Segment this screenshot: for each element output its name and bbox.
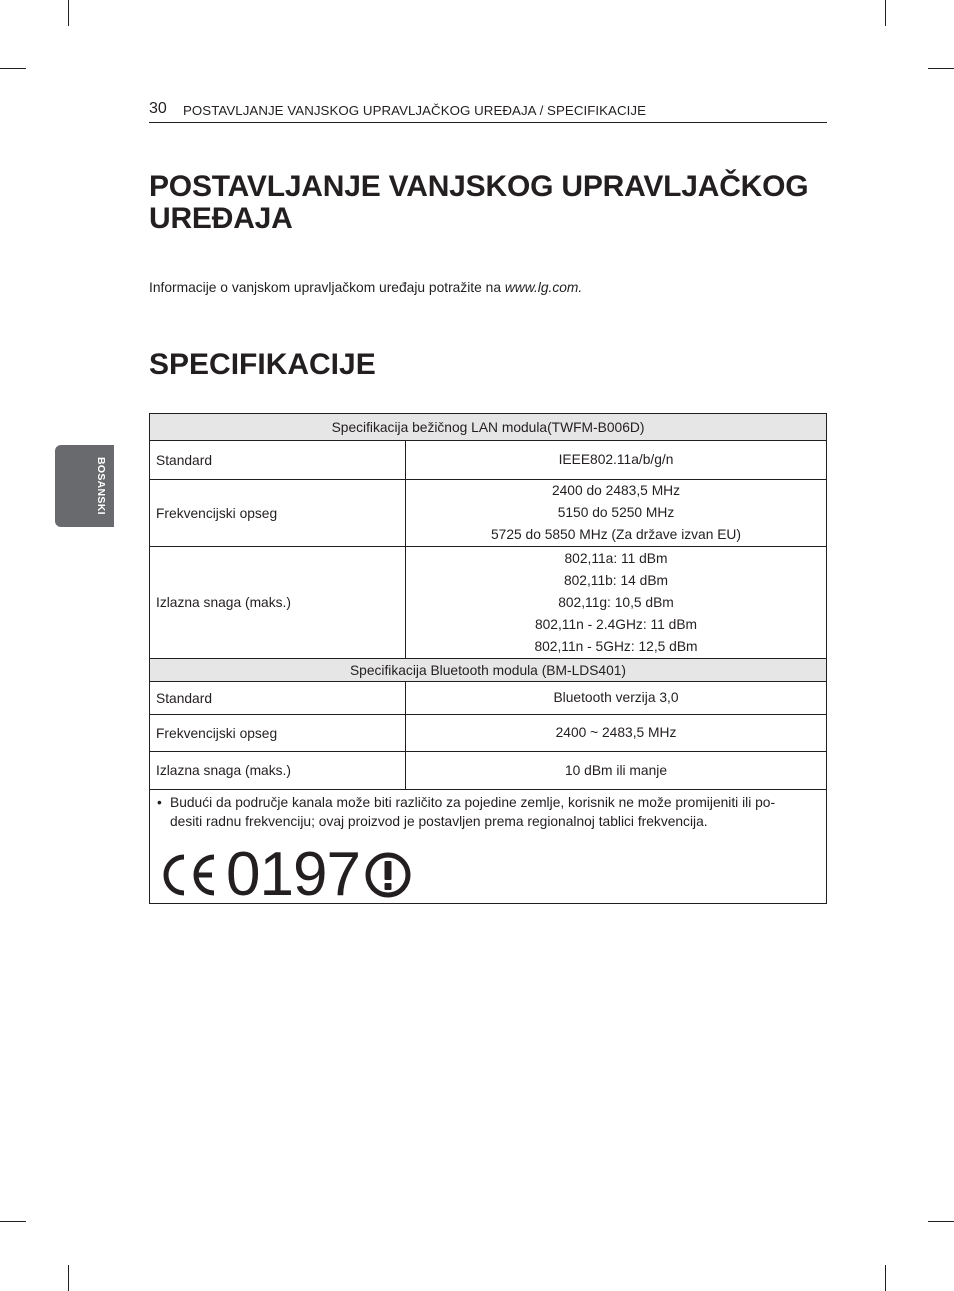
table-row [150, 547, 827, 659]
value-line: 802,11b: 14 dBm [563, 572, 669, 588]
row-value [406, 441, 827, 480]
row-label: Standard [150, 682, 406, 715]
value-line: IEEE802.11a/b/g/n [558, 452, 674, 467]
note-row [150, 790, 827, 904]
notified-body-number: 0197 [226, 840, 360, 909]
intro-paragraph [149, 280, 582, 295]
table-row [150, 441, 827, 480]
value-line: 802,11g: 10,5 dBm [558, 594, 674, 610]
row-label: Izlazna snaga (maks.) [150, 752, 406, 790]
value-line: 802,11n - 5GHz: 12,5 dBm [534, 638, 698, 654]
value-line: 802,11a: 11 dBm [564, 550, 668, 566]
note [150, 790, 826, 831]
row-value [406, 682, 827, 715]
page-header [149, 100, 827, 123]
table-section-header [150, 659, 827, 682]
crop-mark [0, 1221, 26, 1222]
row-label: Standard [150, 441, 406, 480]
section-title-external-control: POSTAVLJANJE VANJSKOG UPRAVLJAČKOG UREĐAJA [149, 170, 809, 235]
row-value [406, 752, 827, 790]
crop-mark [68, 0, 69, 26]
alert-circle-icon [364, 851, 412, 899]
section-title-specifications: SPECIFIKACIJE [149, 348, 376, 381]
value-line: 2400 do 2483,5 MHz [551, 483, 681, 498]
website-link[interactable]: www.lg.com. [504, 280, 583, 295]
crop-mark [928, 68, 954, 69]
language-tab-label: BOSANSKI [95, 457, 107, 515]
table-row [150, 715, 827, 752]
running-title: POSTAVLJANJE VANJSKOG UPRAVLJAČKOG UREĐAJA / SPECIFIKACIJE [183, 103, 646, 118]
row-value [406, 547, 827, 659]
table-row [150, 752, 827, 790]
page-number: 30 [149, 100, 167, 117]
value-line: 5150 do 5250 MHz [557, 505, 675, 520]
row-label: Izlazna snaga (maks.) [150, 547, 406, 659]
bluetooth-heading: Specifikacija Bluetooth modula (BM-LDS401) [150, 659, 827, 682]
crop-mark [68, 1265, 69, 1291]
specifications-table [149, 413, 827, 909]
table-row [150, 480, 827, 547]
value-line: 10 dBm ili manje [565, 762, 667, 778]
crop-mark [885, 1265, 886, 1291]
wlan-heading: Specifikacija bežičnog LAN modula(TWFM-B006D) [150, 414, 827, 441]
table-section-header [150, 414, 827, 441]
row-label: Frekvencijski opseg [150, 715, 406, 752]
value-line: 2400 ~ 2483,5 MHz [555, 725, 677, 740]
ce-mark-icon [158, 851, 220, 899]
crop-mark [0, 68, 26, 69]
crop-mark [885, 0, 886, 26]
value-line: 802,11n - 2.4GHz: 11 dBm [534, 616, 698, 632]
value-line: Bluetooth verzija 3,0 [553, 690, 679, 705]
table-row [150, 682, 827, 715]
row-label: Frekvencijski opseg [150, 480, 406, 547]
compliance-marks [158, 840, 826, 909]
value-line: 5725 do 5850 MHz (Za države izvan EU) [491, 527, 741, 542]
bullet: • [157, 795, 162, 810]
note-cell [150, 790, 827, 909]
row-value [406, 480, 827, 547]
note-text: Budući da područje kanala može biti različito za pojedine zemlje, korisnik ne može promijeniti ili po-desiti radnu frekvenciju; ovaj proizvod je postavljen prema regionalnoj tablici frekvencija. [170, 795, 776, 829]
row-value [406, 715, 827, 752]
crop-mark [928, 1221, 954, 1222]
intro-text: Informacije o vanjskom upravljačkom uređaju potražite na [149, 280, 505, 295]
